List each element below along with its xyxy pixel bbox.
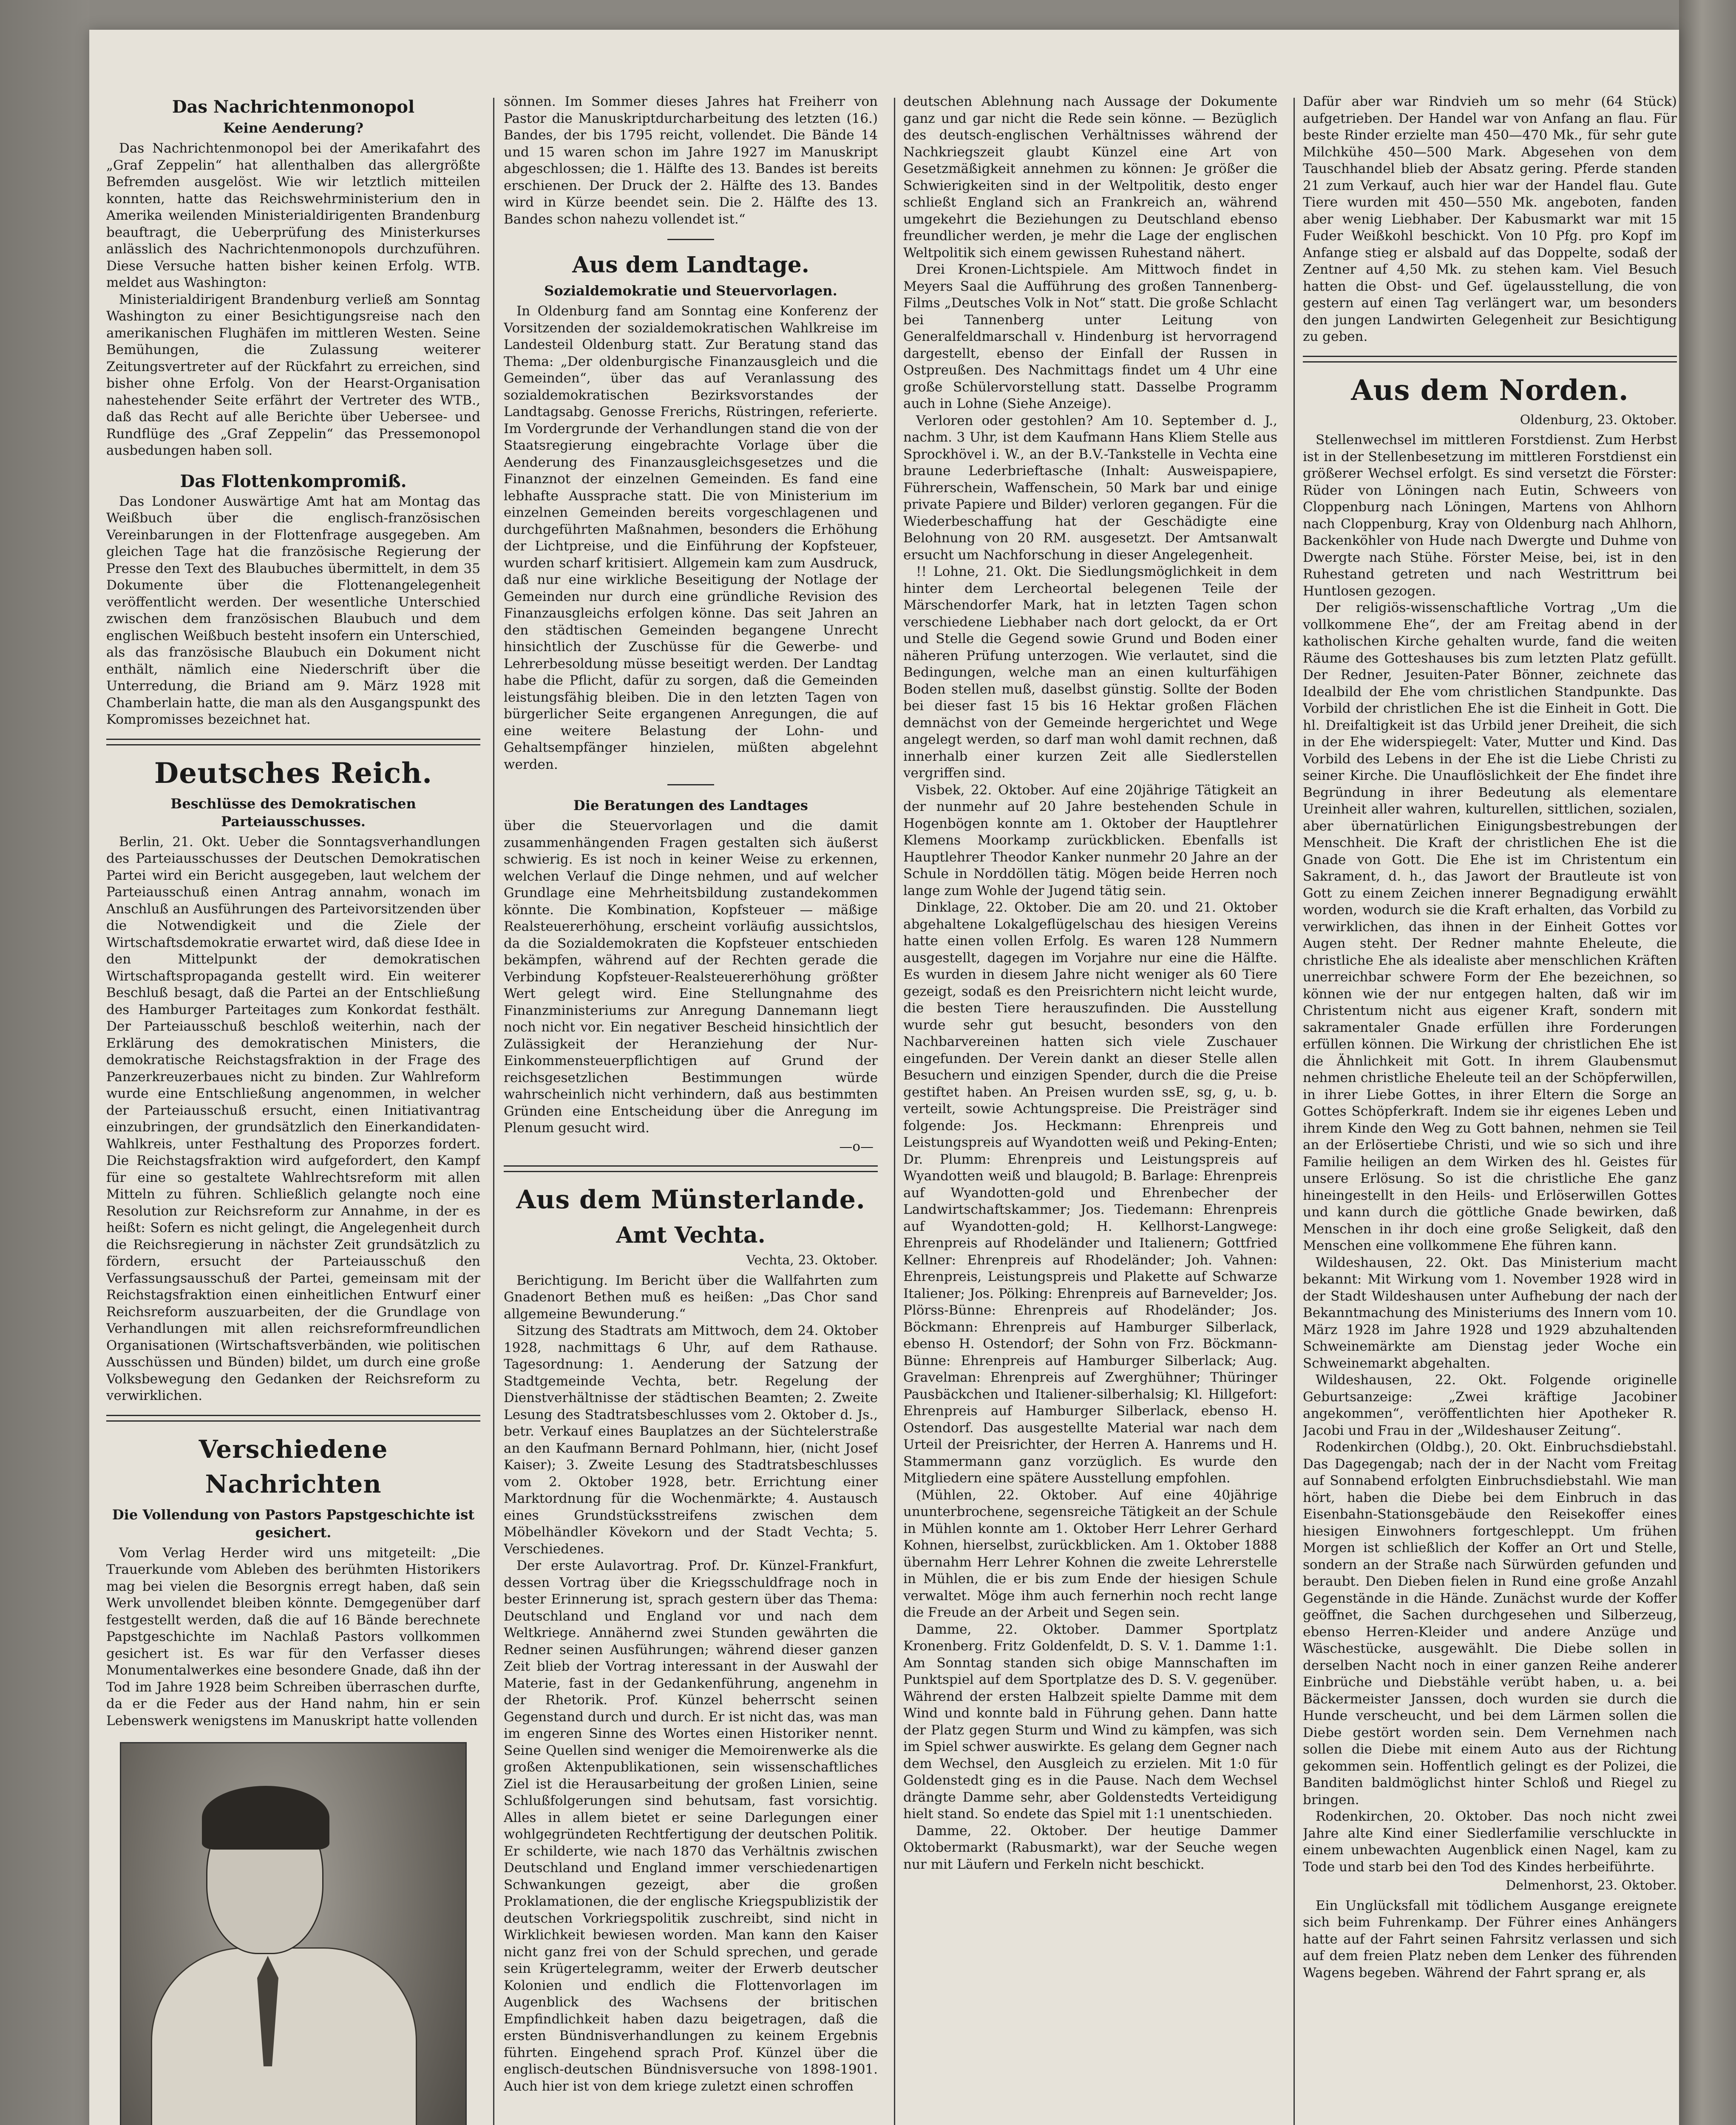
photo-figure-body	[151, 1947, 417, 2125]
dateline: Vechta, 23. Oktober.	[746, 1253, 878, 1268]
scanner-margin-left	[0, 0, 89, 2125]
article-paragraph: Dinklage, 22. Oktober. Die am 20. und 21. Oktober abgehaltene Lokalgeflügelschau des hiesigen Vereins hatte einen vollen Erfolg. Es waren 128 Nummern ausgestellt, dagegen im Vorjahre nur eine die Hälfte. Es wurden in diesem Jahre nicht weniger als 60 Tiere gezeigt, sodaß es den Preisrichtern nicht leicht wurde, die besten Tiere herauszufinden. Die Ausstellung wurde sehr gut besucht, besonders von den Nachbarvereinen hatten sich viele Zuschauer eingefunden. Der Verein dankt an dieser Stelle allen Besuchern und einzigen Spender, durch die die Preise gestiftet haben. An Preisen wurden ssE, sg, g, u. b. verteilt, sowie Achtungspreise. Die Preisträger sind folgende: Jos. Heckmann: Ehrenpreis und Leistungspreis auf Wyandotten weiß und Peking-Enten; Dr. Plumm: Ehrenpreis und Leistungspreis auf Wyandotten weiß und blaugold; B. Barlage: Ehrenpreis auf Wyandotten-gold und Ehrenbecher der Landwirtschaftskammer; Jos. Tiedemann: Ehrenpreis auf Wyandotten-gold; H. Kellhorst-Langwege: Ehrenpreis auf Rhodeländer und Italienern; Gottfried Kellner: Ehrenpreis auf Rhodeländer; Joh. Vahnen: Ehrenpreis, Leistungspreis und Plakette auf Schwarze Italiener; Jos. Pölking: Ehrenpreis auf Barnevelder; Jos. Plörss-Bünne: Ehrenpreis auf Rhodeländer; Jos. Böckmann: Ehrenpreis auf Hamburger Silberlack, ebenso H. Ostendorf; der Sohn von Frz. Böckmann-Bünne: Ehrenpreis auf Hamburger Silberlack; Aug. Gravelman: Ehrenpreis auf Zwerghühner; Thüringer Pausbäckchen und Italiener-silberhalsig; Kl. Hillgefort: Ehrenpreis auf Hamburger Silberlack, ebenso H. Ostendorf. Das ausgestellte Material war nach dem Urteil der Preisrichter, der Herren A. Hanrems und H. Stammermann ganz vorzüglich. Es wurde den Mitgliedern eine spätere Ausstellung empfohlen.	[903, 900, 1277, 1486]
article-paragraph: sönnen. Im Sommer dieses Jahres hat Freiherr von Pastor die Manuskriptdurcharbeitung des letzten (16.) Bandes, der bis 1795 reicht, vollendet. Die Bände 14 und 15 waren schon im Jahre 1927 im Manuskript abgeschlossen; die 1. Hälfte des 13. Bandes ist bereits erschienen. Der Druck der 2. Hälfte des 13. Bandes wird in Kürze beendet sein. Die 2. Hälfte des 13. Bandes schon nahezu vollendet ist.“	[504, 94, 878, 227]
column-3	[903, 94, 1277, 2125]
article-paragraph: Verloren oder gestohlen? Am 10. September d. J., nachm. 3 Uhr, ist dem Kaufmann Hans Kliem Stelle aus Sprockhövel i. W., an der B.V.-Tankstelle in Vechta eine braune Lederbrieftasche (Inhalt: Ausweispapiere, Führerschein, Waffenschein, 50 Mark bar und einige private Papiere und Bilder) verloren gegangen. Für die Wiederbeschaffung hat der Geschädigte eine Belohnung von 20 RM. ausgesetzt. Der Amtsanwalt ersucht um Nachforschung in dieser Angelegenheit.	[903, 413, 1277, 563]
article-paragraph: Berichtigung. Im Bericht über die Wallfahrten zum Gnadenort Bethen muß es heißen: „Das Chor sand allgemeine Bewunderung.“	[504, 1272, 878, 1322]
article-paragraph: Sitzung des Stadtrats am Mittwoch, dem 24. Oktober 1928, nachmittags 6 Uhr, auf dem Rathause. Tagesordnung: 1. Aenderung der Satzung der Stadtgemeinde Vechta, betr. Regelung der Dienstverhältnisse der städtischen Beamten; 2. Zweite Lesung des Stadtratsbeschlusses vom 2. Oktober d. Js., betr. Verkauf eines Bauplatzes an der Süchtelerstraße an den Kaufmann Bernard Pohlmann, hier, (nicht Josef Kaiser); 3. Zweite Lesung des Stadtratsbeschlusses vom 2. Oktober 1928, betr. Errichtung einer Marktordnung für die Wochenmärkte; 4. Austausch eines Grundstücksstreifens zwischen dem Möbelhändler Kövekorn und der Stadt Vechta; 5. Verschiedenes.	[504, 1323, 878, 1557]
article-paragraph: Vom Verlag Herder wird uns mitgeteilt: „Die Trauerkunde vom Ableben des berühmten Historikers mag bei vielen die Besorgnis erregt haben, daß sein Werk unvollendet bleiben könnte. Demgegenüber darf festgestellt werden, daß die auf 16 Bände berechnete Papstgeschichte im Nachlaß Pastors vollkommen gesichert ist. Es war für den Verfasser dieses Monumentalwerkes eine besondere Gnade, daß ihn der Tod im Jahre 1928 beim Schreiben überraschen durfte, da er die Feder aus der Hand nahm, hin er sein Lebenswerk wenigstens im Manuskript hatte vollenden	[106, 1545, 480, 1728]
headline: Das Flottenkompromiß.	[180, 471, 407, 491]
subheadline: Keine Aenderung?	[223, 120, 364, 136]
column-1	[106, 94, 480, 2125]
section-headline: Deutsches Reich.	[154, 756, 433, 790]
section-headline: Verschiedene Nachrichten	[199, 1434, 388, 1499]
portrait-photo	[120, 1742, 467, 2125]
article-divider	[667, 784, 714, 785]
article-paragraph: In Oldenburg fand am Sonntag eine Konferenz der Vorsitzenden der sozialdemokratischen Wahlkreise im Landesteil Oldenburg statt. Zur Beratung stand das Thema: „Der oldenburgische Finanzausgleich und die Gemeinden“, über das auf Veranlassung des sozialdemokratischen Bezirksvorstandes der Landtagsabg. Genosse Frerichs, Rüstringen, referierte. Im Vordergrunde der Verhandlungen stand die von der Staatsregierung eingebrachte Vorlage über die Aenderung des Finanzausgleichsgesetzes und die Finanznot der einzelnen Gemeinden. Es fand eine lebhafte Aussprache statt. Die von Ministerium im einzelnen Gemeinden bereits vorgeschlagenen und durchgeführten Maßnahmen, besonders die Erhöhung der Lichtpreise, und die Einführung der Kopfsteuer, wurden scharf kritisiert. Allgemein kam zum Ausdruck, daß nur eine wirkliche Beseitigung der Notlage der Gemeinden nur durch eine gründliche Revision des Finanzausgleichs erfolgen könne. Das seit Jahren an den städtischen Gemeinden begangene Unrecht hinsichtlich der Zuschüsse für die Gewerbe- und Lehrerbesoldung müsse beseitigt werden. Der Landtag habe die Pflicht, dafür zu sorgen, daß die Gemeinden leistungsfähig bleiben. Die in den letzten Tagen von bürgerlicher Seite ergangenen Anregungen, die auf eine weitere Belastung der Lohn- und Gehaltsempfänger hinzielen, müßten abgelehnt werden.	[504, 303, 878, 772]
article-paragraph: Ein Unglücksfall mit tödlichem Ausgange ereignete sich beim Fuhrenkamp. Der Führer eines Anhängers hatte auf der Fahrt seinen Fahrsitz verlassen und sich auf dem freien Platz neben dem Lenker des führenden Wagens begeben. Während der Fahrt sprang er, als	[1303, 1898, 1677, 1980]
article-paragraph: Der religiös-wissenschaftliche Vortrag „Um die vollkommene Ehe“, der am Freitag abend in der katholischen Kirche gehalten wurde, fand die weiten Räume des Gotteshauses bis zum letzten Platz gefüllt. Der Redner, Jesuiten-Pater Bönner, zeichnete das Idealbild der Ehe vom christlichen Standpunkte. Das Vorbild der christlichen Ehe ist die Einheit in Gott. Die hl. Dreifaltigkeit ist das Urbild jener Dreiheit, die sich in der Ehe widerspiegelt: Vater, Mutter und Kind. Das Vorbild des Lebens in der Ehe ist die Liebe Christi zu seiner Kirche. Die Unauflöslichkeit der Ehe findet ihre Begründung in ihrer Bedeutung als elementare Ureinheit aller wahren, kulturellen, sittlichen, sozialen, aber übernatürlichen Einigungsbestrebungen der Menschheit. Die Kraft der christlichen Ehe ist die Gnade von Gott. Die Ehe ist im Christentum ein Sakrament, d. h., das Jawort der Brautleute ist von Gott zu einem Zeichen innerer Begnadigung erwählt worden, wodurch sie die Kraft erhalten, das Vorbild zu verwirklichen, das ihnen in der Einheit Gottes vor Augen steht. Der Redner mahnte Eheleute, die christliche Ehe als idealiste aber menschlichen Kräften unerreichbar schwere Form der Ehe bezeichnen, so können wie der nur entgegen halten, daß wir im Christentum nicht aus eigener Kraft, sondern mit sakramentaler Gnade erfüllen ihre Forderungen erfüllen können. Die Wirkung der christlichen Ehe ist die Ähnlichkeit mit Gott. In ihrem Glaubensmut nehmen christliche Eheleute teil an der Schöpferwillen, in ihrer Liebe Gottes, in ihrer Eltern die Sorge an Gottes Schöpferkraft. Indem sie ihr eigenes Leben und ihrem Kinde den Weg zu Gott bahnen, nehmen sie Teil an der Erlösertiebe Christi, und wie so sich und ihre Familie heiligen an dem Wirken des hl. Geistes für unsere Erlösung. So ist die christliche Ehe ganz hineingestellt in den Heils- und Erlöserwillen Gottes und kann durch die göttliche Gnade bewirken, daß Menschen in ihr doch eine große Seligkeit, daß den Menschen eine vollkommene Ehe führen kann.	[1303, 600, 1677, 1253]
section-divider	[504, 1165, 878, 1172]
subheadline: Beschlüsse des Demokratischen Parteiausschusses.	[170, 795, 416, 830]
article-paragraph: Das Nachrichtenmonopol bei der Amerikafahrt des „Graf Zeppelin“ hat allenthalben das allergrößte Befremden ausgelöst. Wie wir letztlich mitteilen konnten, hatte das Reichswehrministerium den in Amerika weilenden Ministerialdirigenten Brandenburg beauftragt, die Ueberprüfung des Ministerkurses anlässlich des Nachrichtenmonopols durchzuführen. Diese Versuche hatten bisher keinen Erfolg. WTB. meldet aus Washington:	[106, 141, 480, 290]
dateline: Oldenburg, 23. Oktober.	[1520, 412, 1677, 428]
section-divider	[1303, 356, 1677, 363]
article-paragraph: Der erste Aulavortrag. Prof. Dr. Künzel-Frankfurt, dessen Vortrag über die Kriegsschuldfrage noch in bester Erinnerung ist, sprach gestern über das Thema: Deutschland und England vor und nach dem Weltkriege. Annähernd zwei Stunden gewährten die Redner seinen Ausführungen; während dieser ganzen Zeit blieb der Vortrag interessant in der Auswahl der Materie, fast in der Gedankenführung, angenehm in der Rhetorik. Prof. Künzel beherrscht seinen Gegenstand durch und durch. Er ist nicht das, was man im engeren Sinne des Wortes einen Historiker nennt. Seine Quellen sind weniger die Memoirenwerke als die großen Aktenpublikationen, sein wissenschaftliches Ziel ist die Herausarbeitung der großen Linien, seine Schlußfolgerungen sind behutsam, fast vorsichtig. Alles in allem bietet er seine Darlegungen einer wohlgegründeten Rechtfertigung der deutschen Politik. Er schilderte, wie nach 1870 das Verhältnis zwischen Deutschland und England immer verschiedenartigen Schwankungen gezeigt, aber die großen Proklamationen, die der englische Kriegspublizistik der deutschen Vorkriegspolitik zuschreibt, sind nicht in Wirklichkeit bewiesen worden. Man kann den Kaiser nicht ganz frei von der Schuld sprechen, und gerade sein Krügertelegramm, weiter der Erwerb deutscher Kolonien und endlich die Flottenvorlagen im Augenblick des Wachsens der britischen Empfindlichkeit haben dazu beigetragen, daß die ersten Bündnisverhandlungen zu keinem Ergebnis führten. Eingehend sprach Prof. Künzel über die englisch-deutschen Bündnisversuche von 1898-1901. Auch hier ist von dem kriege zuletzt einen schroffen	[504, 1558, 878, 2094]
subheadline: Die Vollendung von Pastors Papstgeschichte ist gesichert.	[112, 1506, 475, 1541]
article-paragraph: Berlin, 21. Okt. Ueber die Sonntagsverhandlungen des Parteiausschusses der Deutschen Demokratischen Partei wird ein Bericht ausgegeben, laut welchem der Parteiausschuß einen Antrag annahm, wonach im Anschluß an Ausführungen des Parteivorsitzenden über die Notwendigkeit und die Ziele der Wirtschaftsdemokratie erwartet wird, daß diese Idee in den Mittelpunkt der demokratischen Wirtschaftspropaganda gestellt wird. Ein weiterer Beschluß besagt, daß die Partei an der Entschließung des Hamburger Parteitages zum Konkordat festhält. Der Parteiausschuß beschloß weiterhin, nach der Erklärung des demokratischen Ministers, die demokratische Reichstagsfraktion in der Frage des Panzerkreuzerbaues nicht zu binden. Zur Wahlreform wurde eine Entschließung angenommen, in welcher der Parteiausschuß ersucht, einen Initiativantrag einzubringen, der grundsätzlich den Einerkandidaten-Wahlkreis, unter Festhaltung des Proporzes fordert. Die Reichstagsfraktion wird aufgefordert, den Kampf für eine so gestaltete Wahlrechtsreform mit allen Mitteln zu führen. Schließlich gelangte noch eine Resolution zur Reichsreform zur Annahme, in der es heißt: Sofern es nicht gelingt, die Angelegenheit durch die Reichsregierung in nächster Zeit grundsätzlich zu fördern, ersucht der Parteiausschuß den Verfassungsausschuß der Partei, gemeinsam mit der Reichstagsfraktion einen einheitlichen Entwurf einer Reichsreform auszuarbeiten, der die Grundlage von Verhandlungen mit allen reichsreformfreundlichen Organisationen (Wirtschaftsverbänden, wie politischen Ausschüssen und Bünden) bildet, um durch eine große Volksbewegung den Gedanken der Reichsreform zu verwirklichen.	[106, 834, 480, 1403]
newspaper-page	[89, 30, 1679, 2125]
article-paragraph: Dafür aber war Rindvieh um so mehr (64 Stück) aufgetrieben. Der Handel war von Anfang an flau. Für beste Rinder erzielte man 450—470 Mk., für sehr gute Milchkühe 450—500 Mark. Abgesehen von dem Tauschhandel blieb der Absatz gering. Pferde standen 21 zum Verkauf, auch hier war der Handel flau. Gute Tiere wurden mit 450—550 Mk. angeboten, fanden aber wenig Liebhaber. Der Kabusmarkt war mit 15 Fuder Weißkohl beschickt. Von 10 Pfg. pro Kopf im Anfange stieg er alsbald auf das Doppelte, sodaß der Zentner auf 4,50 Mk. zu stehen kam. Viel Besuch hatten die Obst- und Gef. ügelausstellung, die von gestern auf einen Tag verlängert war, um besonders den jungen Landwirten Gelegenheit zur Besichtigung zu geben.	[1303, 94, 1677, 344]
article-paragraph: Drei Kronen-Lichtspiele. Am Mittwoch findet in Meyers Saal die Aufführung des großen Tannenberg-Films „Deutsches Volk in Not“ statt. Die große Schlacht bei Tannenberg unter Leitung von Generalfeldmarschall v. Hindenburg ist hervorragend dargestellt, ebenso der Einfall der Russen in Ostpreußen. Des Nachmittags findet um 4 Uhr eine große Schülervorstellung statt. Dasselbe Programm auch in Lohne (Siehe Anzeige).	[903, 262, 1277, 411]
subheadline: Die Beratungen des Landtages	[573, 797, 808, 813]
section-divider	[106, 739, 480, 745]
article-paragraph: (Mühlen, 22. Oktober. Auf eine 40jährige ununterbrochene, segensreiche Tätigkeit an der Schule in Mühlen konnte am 1. Oktober Herr Lehrer Gerhard Kohnen, hierselbst, zurückblicken. Am 1. Oktober 1888 übernahm Herr Lehrer Kohnen die zweite Lehrerstelle in Mühlen, die er bis zum Ende der hiesigen Schule verwaltet. Möge ihm auch fernerhin noch recht lange die Freude an der Arbeit und Segen sein.	[903, 1487, 1277, 1620]
article-paragraph: !! Lohne, 21. Okt. Die Siedlungsmöglichkeit in dem hinter dem Lercheortal belegenen Teile der Märschendorfer Mark, hat in letzten Tagen schon verschiedene Liebhaber nach dort gelockt, da er Ort und Stelle die Gegend sowie Grund und Boden einer näheren Prüfung unterzogen. Wie verlautet, sind die Bedingungen, welche man an einen kulturfähigen Boden stellen muß, daselbst günstig. Sollte der Boden bei dieser fast 15 bis 16 Hektar großen Flächen demnächst von der Gemeinde hergerichtet und Wege angelegt werden, so darf man wohl damit rechnen, daß innerhalb einer kurzen Zeit alle Siedlerstellen vergriffen sind.	[903, 564, 1277, 781]
section-headline: Aus dem Landtage.	[572, 252, 809, 278]
article-paragraph: Das Londoner Auswärtige Amt hat am Montag das Weißbuch über die englisch-französischen Vereinbarungen in der Flottenfrage ausgegeben. Am gleichen Tage hat die französische Regierung der Presse den Text des Blaubuches übermittelt, in dem 35 Dokumente über die Flottenangelegenheit veröffentlicht werden. Der wesentliche Unterschied zwischen dem französischen Blaubuch und dem englischen Weißbuch besteht insofern ein Unterschied, als das französische Blaubuch ein Dokument nicht enthält, nämlich eine Niederschrift über die Unterredung, die Briand am 9. März 1928 mit Chamberlain hatte, die man als den Ausgangspunkt des Kompromisses bezeichnet hat.	[106, 493, 480, 727]
column-2	[504, 94, 878, 2125]
article-paragraph: Damme, 22. Oktober. Der heutige Dammer Oktobermarkt (Rabusmarkt), war der Seuche wegen nur mit Läufern und Ferkeln nicht beschickt.	[903, 1823, 1277, 1872]
article-paragraph: Visbek, 22. Oktober. Auf eine 20jährige Tätigkeit an der nunmehr auf 20 Jahre bestehenden Schule in Hogenbögen konnte am 1. Oktober der Hauptlehrer Klemens Moorkamp zurückblicken. Ebenfalls ist Hauptlehrer Theodor Kanker nunmehr 20 Jahre an der Schule in Norddöllen tätig. Mögen beide Herren noch lange zum Wohle der Jugend tätig sein.	[903, 782, 1277, 898]
section-headline: Aus dem Münsterlande.	[516, 1185, 865, 1215]
article-paragraph: Ministerialdirigent Brandenburg verließ am Sonntag Washington zu einer Besichtigungsreise nach den amerikanischen Flughäfen im mittleren Westen. Seine Bemühungen, die Zulassung weiterer Zeitungsvertreter auf der Rückfahrt zu erreichen, sind bisher ohne Erfolg. Von der Hearst-Organisation nahestehender Seite erfährt der Vertreter des WTB., daß das Recht auf alle Berichte über Uebersee- und Rundflüge des „Graf Zeppelin“ das Pressemonopol ausbedungen haben soll.	[106, 292, 480, 458]
article-paragraph: deutschen Ablehnung nach Aussage der Dokumente ganz und gar nicht die Rede sein könne. — Bezüglich des deutsch-englischen Verhältnisses während der Nachkriegszeit glaubt Künzel eine Art von Gesetzmäßigkeit annehmen zu können: Je größer die Schwierigkeiten sind in der Weltpolitik, desto enger schließt England sich an Frankreich an, während umgekehrt die Beziehungen zu Deutschland ebenso freundlicher werden, je mehr die Lage der englischen Weltpolitik sich einem gewissen Ruhestand nähert.	[903, 94, 1277, 261]
column-rule	[493, 98, 494, 2125]
section-headline: Aus dem Norden.	[1351, 373, 1629, 407]
photo-figure-hair	[202, 1786, 329, 1850]
article-paragraph: Wildeshausen, 22. Okt. Das Ministerium macht bekannt: Mit Wirkung vom 1. November 1928 wird in der Stadt Wildeshausen unter Aufhebung der nach der Bekanntmachung des Ministeriums des Innern vom 10. März 1928 im Jahre 1928 und 1929 abzuhaltenden Schweinemärkte am Dienstag jeder Woche ein Schweinemarkt abgehalten.	[1303, 1255, 1677, 1371]
article-paragraph: über die Steuervorlagen und die damit zusammenhängenden Fragen gestalten sich äußerst schwierig. Es ist noch in keiner Weise zu erkennen, welchen Verlauf die Dinge nehmen, und auf welcher Grundlage eine Mehrheitsbildung zustandekommen könnte. Die Kombination, Kopfsteuer — mäßige Realsteuererhöhung, erscheint vorläufig aussichtslos, da die Sozialdemokraten die Kopfsteuer entschieden bekämpfen, während auf der Rechten gerade die Verbindung Kopfsteuer-Realsteuererhöhung größter Wert gelegt wird. Eine Stellungnahme des Finanzministeriums zur Anregung Dannemann liegt noch nicht vor. Ein negativer Bescheid hinsichtlich der Zulässigkeit der Heranziehung der Nur-Einkommensteuerpflichtigen auf Grund der reichsgesetzlichen Bestimmungen würde wahrscheinlich nicht verhindern, daß aus bestimmten Gründen eine Entscheidung über die Anregung im Plenum gesucht wird.	[504, 818, 878, 1136]
article-divider	[667, 239, 714, 240]
article-paragraph: Stellenwechsel im mittleren Forstdienst. Zum Herbst ist in der Stellenbesetzung im mittleren Forstdienst ein größerer Wechsel erfolgt. Es sind versetzt die Förster: Rüder von Löningen nach Eutin, Schweers von Cloppenburg nach Löningen, Martens von Ahlhorn nach Cloppenburg, Kray von Oldenburg nach Ahlhorn, Backenköhler von Hude nach Dwergte und Duhme von Dwergte nach Stühe. Förster Meise, bei, ist in den Ruhestand getreten und nach Westrittrum bei Huntlosen gezogen.	[1303, 432, 1677, 599]
subheadline: Sozialdemokratie und Steuervorlagen.	[544, 283, 837, 299]
scanner-margin-right	[1679, 0, 1736, 2125]
dateline: Delmenhorst, 23. Oktober.	[1506, 1878, 1677, 1893]
column-4	[1303, 94, 1677, 2125]
signoff-mark: —o—	[839, 1139, 874, 1154]
section-divider	[106, 1415, 480, 1422]
article-paragraph: Rodenkirchen, 20. Oktober. Das noch nicht zwei Jahre alte Kind einer Siedlerfamilie verschluckte in einem unbewachten Augenblick einen Nagel, kam zu Tode und starb bei den Tod des Kindes herbeiführte.	[1303, 1809, 1677, 1875]
column-rule	[894, 98, 895, 2125]
section-subheadline: Amt Vechta.	[616, 1222, 766, 1248]
article-paragraph: Damme, 22. Oktober. Dammer Sportplatz Kronenberg. Fritz Goldenfeldt, D. S. V. 1. Damme 1:1. Am Sonntag standen sich obige Mannschaften im Punktspiel auf dem Sportplatze des D. S. V. gegenüber. Während der ersten Halbzeit spielte Damme mit dem Wind und konnte bald in Führung gehen. Dann hatte der Platz gegen Sturm und Wind zu kämpfen, was sich im Spiel schwer auswirkte. Es gelang dem Gegner nach dem Wechsel, den Ausgleich zu erzielen. Mit 1:0 für Goldenstedt ging es in die Pause. Nach dem Wechsel drängte Damme sehr, aber Goldenstedts Verteidigung hielt stand. So endete das Spiel mit 1:1 unentschieden.	[903, 1621, 1277, 1822]
article-paragraph: Wildeshausen, 22. Okt. Folgende originelle Geburtsanzeige: „Zwei kräftige Jacobiner angekommen“, veröffentlichten hier Apotheker R. Jacobi und Frau in der „Wildeshauser Zeitung“.	[1303, 1372, 1677, 1438]
column-rule	[1293, 98, 1295, 2125]
headline: Das Nachrichtenmonopol	[172, 97, 415, 117]
article-paragraph: Rodenkirchen (Oldbg.), 20. Okt. Einbruchsdiebstahl. Das Dagegengab; nach der in der Nacht vom Freitag auf Sonnabend erfolgten Einbruchsdiebstahl. Wie man hört, haben die Diebe bei dem Einbruch in das Eisenbahn-Stationsgebäude den Reisekoffer eines hiesigen Einwohners fortgeschleppt. Um frühen Morgen ist schließlich der Koffer an Ort und Stelle, sondern an der Straße nach Sürwürden gefunden und beraubt. Den Dieben fielen in Rund eine große Anzahl Gegenstände in die Hände. Zunächst wurde der Koffer geöffnet, die Sachen durchgesehen und Silberzeug, ebenso Herren-Kleider und andere Anzüge und Wäschestücke, ausgewählt. Die Diebe sollen in derselben Nacht noch in einer ganzen Reihe anderer Einbrüche und Diebstähle verübt haben, u. a. bei Bäckermeister Janssen, doch wurden sie durch die Hunde verscheucht, und bei dem Lärmen sollen die Diebe gestört worden sein. Dem Vernehmen nach sollen die Diebe mit einem Auto aus der Richtung gekommen sein. Hoffentlich gelingt es der Polizei, die Banditen baldmöglichst hinter Schloß und Riegel zu bringen.	[1303, 1439, 1677, 1808]
